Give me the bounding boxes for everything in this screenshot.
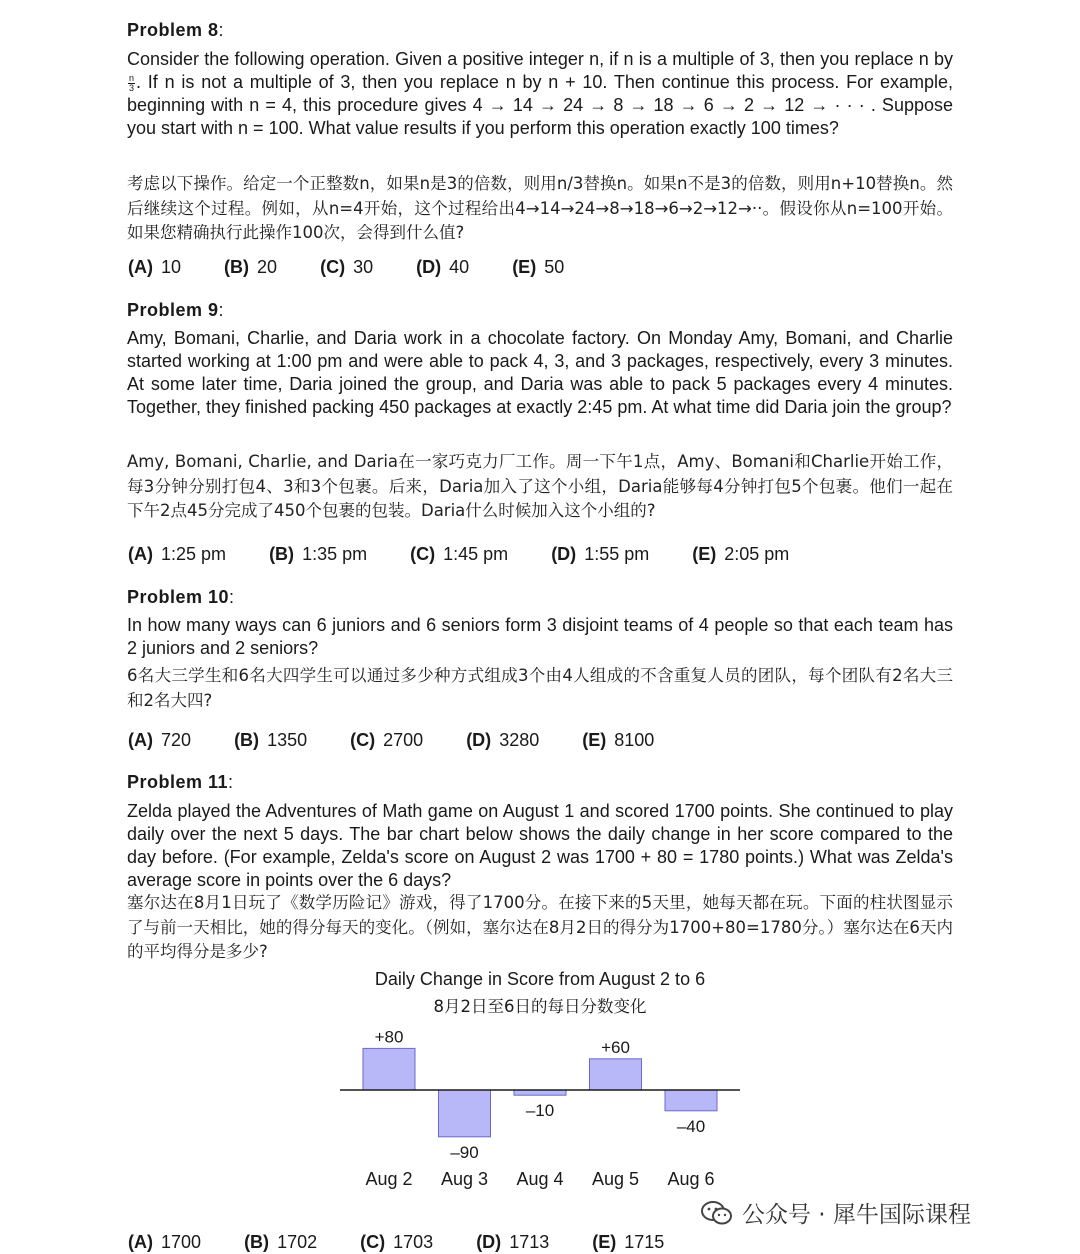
choice-c[interactable]: (C) 1703 [360,1232,434,1252]
problem-11-choices [128,1232,702,1253]
choice-b[interactable]: (B) 1:35 pm [269,544,368,564]
choice-a[interactable]: (A) 1:25 pm [128,544,227,564]
category-label: Aug 2 [365,1169,413,1189]
problem-11-title: Problem 11: [127,772,234,792]
fraction-n-over-3: $\frac{n}{3}$ [129,73,135,93]
data-label: –40 [676,1116,706,1136]
watermark [700,1196,971,1229]
choice-c[interactable]: (C) 30 [320,257,374,277]
choice-d[interactable]: (D) 1713 [476,1232,550,1252]
problem-9-choices [128,544,827,565]
watermark-text: 公众号 · 犀牛国际课程 [742,1202,971,1228]
problem-8-text-zh: 考虑以下操作。给定一个正整数n，如果n是3的倍数，则用n/3替换n。如果n不是3的倍数，则用n+10替换n。然后继续这个过程。例如，从n=4开始，这个过程给出4→14→24→8→18→6→2→12→··。假设你从n=100开始。如果您精确执行此操作100次，会得到什么值? [127,174,953,242]
problem-8-title: Problem 8: [127,20,225,40]
bar-aug-4 [514,1090,566,1095]
data-label: +60 [601,1037,630,1057]
problem-9-title: Problem 9: [127,300,225,320]
problem-9-text-en: Amy, Bomani, Charlie, and Daria work in a chocolate factory. On Monday Amy, Bomani, and Charlie started working at 1:00 pm and were able to pack 4, 3, and 3 packages, respectively, every 3 minutes. At some later time, Daria joined the group, and Daria was able to pack 5 packages every 4 minutes. Together, they finished packing 450 packages at exactly 2:45 pm. At what time did Daria join the group? [127,328,953,417]
choice-e[interactable]: (E) 1715 [592,1232,665,1252]
problem-10-choices [128,730,692,751]
problem-11-text-en: Zelda played the Adventures of Math game on August 1 and scored 1700 points. She continued to play daily over the next 5 days. The bar chart below shows the daily change in her score compared to the day before. (For example, Zelda's score on August 2 was 1700 + 80 = 1780 points.) What was Zelda's average score in points over the 6 days? [127,801,953,890]
choice-b[interactable]: (B) 1350 [234,730,308,750]
choice-d[interactable]: (D) 3280 [466,730,540,750]
category-label: Aug 6 [667,1169,715,1189]
data-label: +80 [374,1027,404,1047]
bar-aug-3 [439,1090,491,1137]
choice-e[interactable]: (E) 8100 [582,730,655,750]
problem-10-text-en: In how many ways can 6 juniors and 6 seniors form 3 disjoint teams of 4 people so that each team has 2 juniors and 2 seniors? [127,615,953,658]
problem-8-choices [128,257,602,278]
choice-b[interactable]: (B) 1702 [244,1232,318,1252]
data-label: –90 [450,1142,479,1162]
category-label: Aug 3 [440,1169,489,1189]
problem-10-text-zh: 6名大三学生和6名大四学生可以通过多少种方式组成3个由4人组成的不含重复人员的团队，每个团队有2名大三和2名大四? [127,666,953,710]
choice-c[interactable]: (C) 2700 [350,730,424,750]
choice-d[interactable]: (D) 40 [416,257,470,277]
problem-8-text-en: Consider the following operation. Given a positive integer n, if n is a multiple of 3, then you replace n by $\frac{n}{3}$ . If n is not a multiple of 3, then you replace n by n + 10. Then continue this process. For example, beginning with n = 4, this procedure gives 4 → 14 → 24 → 8 → 18 → 6 → 2 → 12 → · · · . Suppose you start with n = 100. What value results if you perform this operation exactly 100 times? [127,49,953,138]
choice-a[interactable]: (A) 1700 [128,1232,202,1252]
bar-aug-2 [363,1048,415,1090]
choice-d[interactable]: (D) 1:55 pm [551,544,650,564]
category-label: Aug 4 [516,1169,564,1189]
problem-11-text-zh: 塞尔达在8月1日玩了《数学历险记》游戏，得了1700分。在接下来的5天里，她每天都在玩。下面的柱状图显示了与前一天相比，她的得分每天的变化。（例如，塞尔达在8月2日的得分为1700+80=1780分。）塞尔达在6天内的平均得分是多少? [127,893,953,961]
chart-title: Daily Change in Score from August 2 to 6 [374,969,706,989]
category-label: Aug 5 [591,1169,640,1189]
data-label: –10 [525,1101,555,1121]
chart-subtitle: 8月2日至6日的每日分数变化 [433,997,647,1016]
choice-b[interactable]: (B) 20 [224,257,278,277]
choice-e[interactable]: (E) 2:05 pm [692,544,790,564]
choice-e[interactable]: (E) 50 [512,257,565,277]
bar-aug-5 [590,1059,642,1090]
wechat-icon [700,1200,734,1226]
choice-a[interactable]: (A) 10 [128,257,182,277]
bar-aug-6 [665,1090,717,1111]
problem-10-title: Problem 10: [127,587,235,607]
choice-c[interactable]: (C) 1:45 pm [410,544,509,564]
problem-9-text-zh: Amy, Bomani, Charlie, and Daria在一家巧克力厂工作。周一下午1点，Amy、Bomani和Charlie开始工作，每3分钟分别打包4、3和3个包裹。后来，Daria加入了这个小组，Daria能够每4分钟打包5个包裹。他们一起在下午2点45分完成了450个包裹的包装。Daria什么时候加入这个小组的? [127,452,953,520]
score-change-bar-chart [330,1020,750,1195]
choice-a[interactable]: (A) 720 [128,730,192,750]
